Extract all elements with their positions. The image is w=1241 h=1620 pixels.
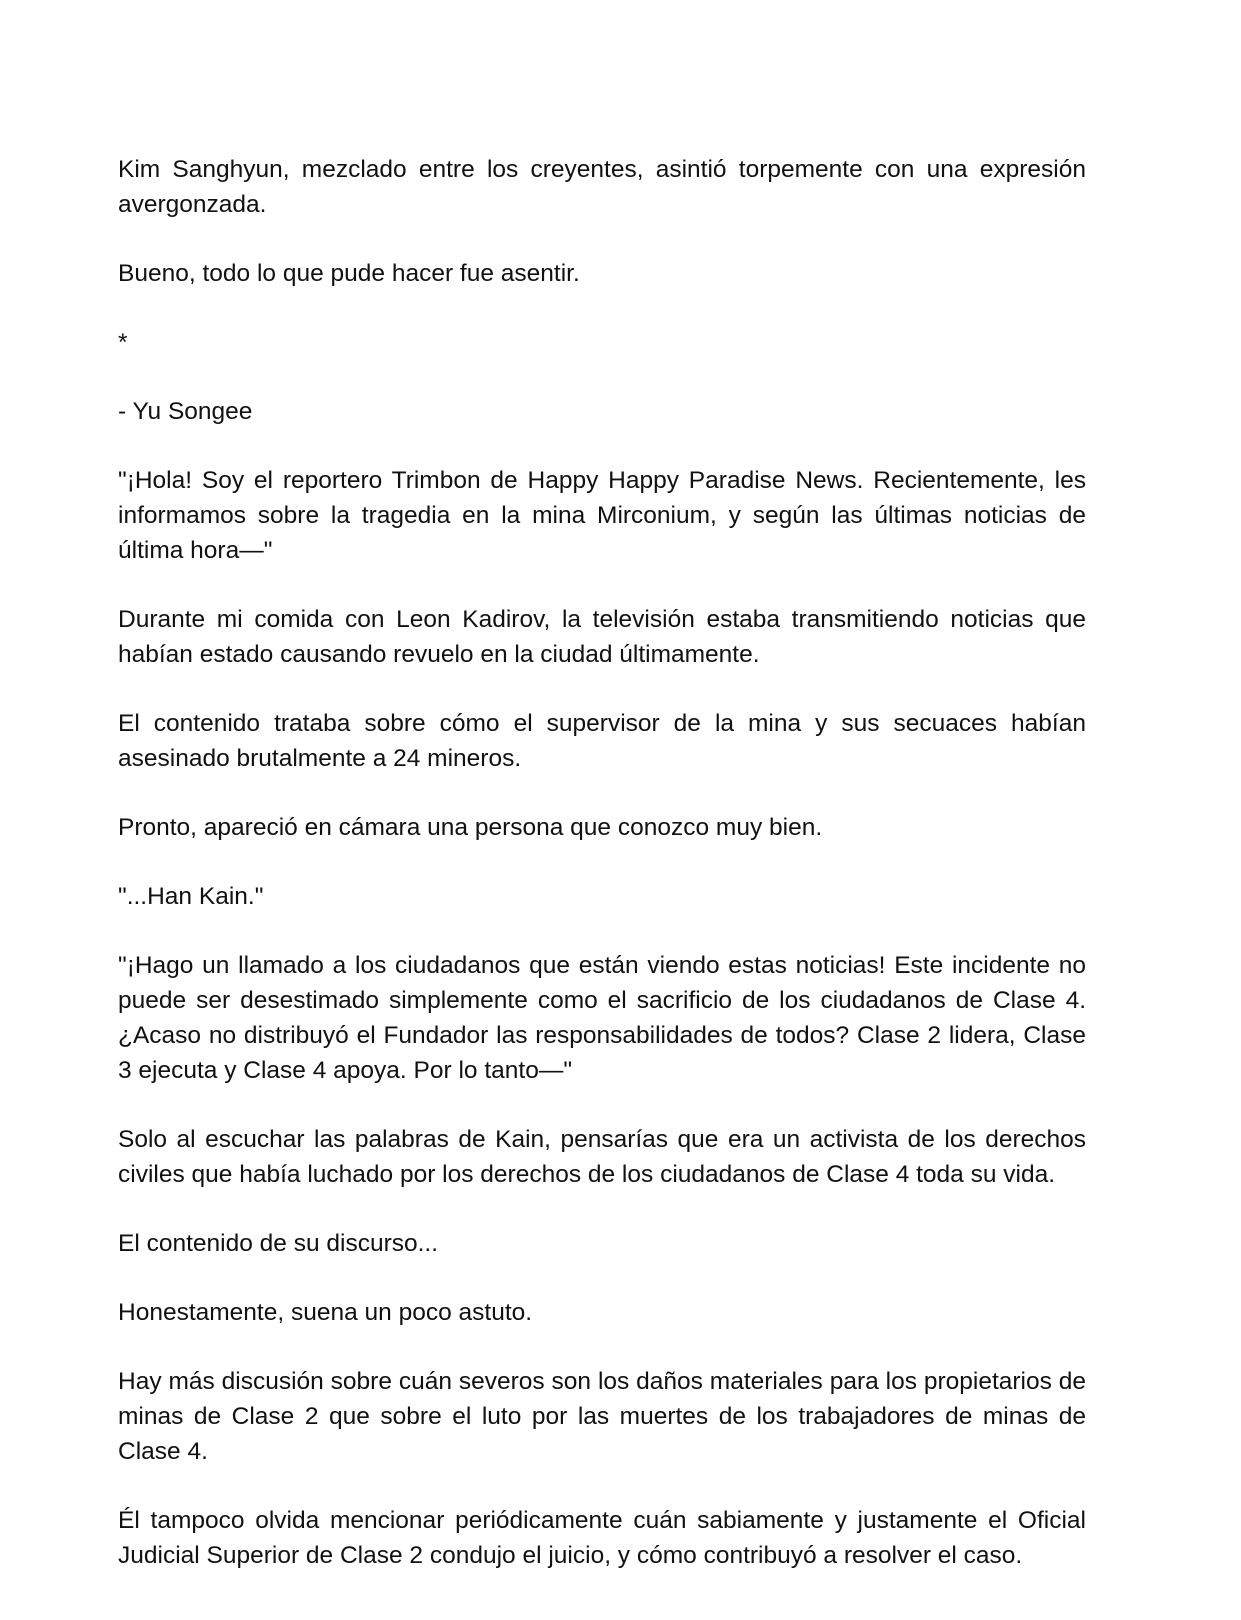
paragraph-speech-content: El contenido de su discurso...: [118, 1230, 439, 1257]
paragraph-bueno: Bueno, todo lo que pude hacer fue asentir.: [118, 260, 580, 287]
paragraph-leon-kadirov: Durante mi comida con Leon Kadirov, la televisión estaba transmitiendo noticias que habían estado causando revuelo en la ciudad últimamente.: [118, 606, 1086, 668]
paragraph-astute: Honestamente, suena un poco astuto.: [118, 1299, 533, 1326]
paragraph-judicial-officer: Él tampoco olvida mencionar periódicamente cuán sabiamente y justamente el Oficial Judicial Superior de Clase 2 condujo el juicio, y cómo contribuyó a resolver el caso.: [118, 1507, 1086, 1569]
paragraph-camera: Pronto, apareció en cámara una persona que conozco muy bien.: [118, 814, 823, 841]
document-body: [118, 152, 1086, 1607]
paragraph-mine-supervisor: El contenido trataba sobre cómo el supervisor de la mina y sus secuaces habían asesinado brutalmente a 24 mineros.: [118, 710, 1086, 772]
paragraph-discussion: Hay más discusión sobre cuán severos son los daños materiales para los propietarios de minas de Clase 2 que sobre el luto por las muertes de los trabajadores de minas de Clase 4.: [118, 1368, 1086, 1465]
paragraph-reporter-quote: "¡Hola! Soy el reportero Trimbon de Happy Happy Paradise News. Recientemente, les informamos sobre la tragedia en la mina Mirconium, y según las últimas noticias de última hora—": [118, 467, 1086, 564]
scene-break: *: [118, 329, 128, 356]
paragraph-activist: Solo al escuchar las palabras de Kain, pensarías que era un activista de los derechos civiles que había luchado por los derechos de los ciudadanos de Clase 4 toda su vida.: [118, 1126, 1086, 1188]
paragraph-kim-sanghyun: Kim Sanghyun, mezclado entre los creyentes, asintió torpemente con una expresión avergonzada.: [118, 156, 1086, 218]
paragraph-kain-speech: "¡Hago un llamado a los ciudadanos que están viendo estas noticias! Este incidente no puede ser desestimado simplemente como el sacrificio de los ciudadanos de Clase 4. ¿Acaso no distribuyó el Fundador las responsabilidades de todos? Clase 2 lidera, Clase 3 ejecuta y Clase 4 apoya. Por lo tanto—": [118, 952, 1086, 1084]
section-heading-yu-songee: - Yu Songee: [118, 398, 253, 425]
paragraph-han-kain: "...Han Kain.": [118, 883, 264, 910]
